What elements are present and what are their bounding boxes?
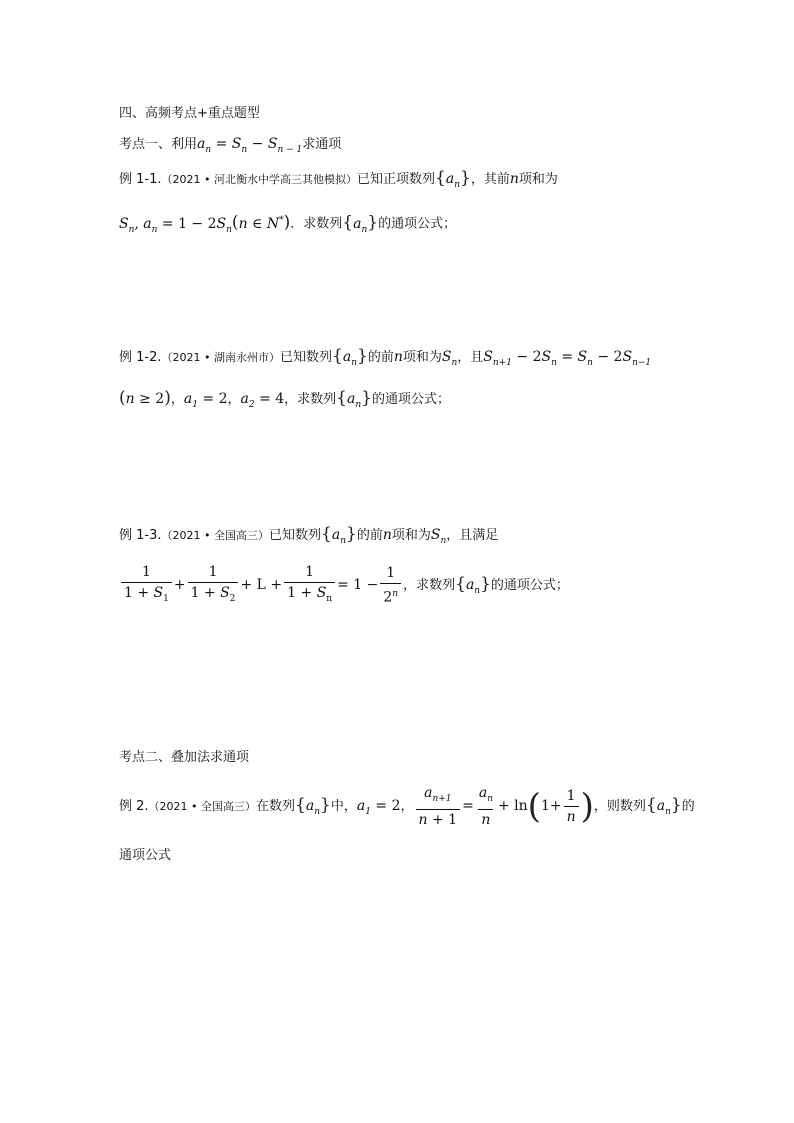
example-source: （2021 • 湖南永州市）	[161, 351, 280, 364]
example-2-line1: 例 2.（2021 • 全国高三）在数列$\{a_n\}$中，$a_1 = 2$， $\frac{a_{n+1}}{n + 1}$ = $\frac{a_n}{n}$ + ln(1+ $\frac{1}{n}$ )，则数列$\{a_n\}$的	[119, 785, 695, 828]
topic1-prefix: 考点一、利用	[119, 137, 198, 152]
example-1-3-line2: $\frac{1}{1 + S_1}$ + $\frac{1}{1 + S_2}$ + L + $\frac{1}{1 + S_n}$ = 1 − $\frac{1}{2^n}$ ，求数列$\{a_n\}$的通项公式；	[119, 564, 569, 611]
example-label: 例 1-2.	[119, 350, 162, 365]
example-1-1-line2: $S_n$, $a_n = 1 - 2S_n(n$ ∈ N*)．求数列$\{a_n\}$的通项公式；	[119, 212, 457, 235]
fraction: $\frac{a_n}{n}$	[478, 785, 493, 828]
fraction: $\frac{1}{1 + S_1}$	[121, 564, 172, 607]
topic1-heading	[119, 134, 341, 160]
topic2-heading: 考点二、叠加法求通项	[119, 750, 250, 765]
example-source: （2021 • 河北衡水中学高三其他模拟）	[161, 173, 357, 186]
example-source: （2021 • 全国高三）	[148, 800, 257, 813]
fraction: $\frac{1}{n}$	[564, 788, 579, 825]
example-1-2-line2: (n ≥ 2)，$a_1 = 2$，$a_2 = 4$，求数列$\{a_n\}$的通项公式；	[119, 388, 450, 410]
formula-sn-an: $S_n$, $a_n = 1 - 2S_n$	[119, 215, 232, 235]
example-1-2-line1: 例 1-2.（2021 • 湖南永州市）已知数列$\{a_n\}$的前n项和为$S_n$，且$S_{n+1} - 2S_n = S_n - 2S_{n-1}$	[119, 346, 652, 368]
topic1-suffix: 求通项	[302, 137, 342, 152]
fraction: $\frac{a_{n+1}}{n + 1}$	[416, 785, 461, 828]
fraction: $\frac{1}{2^n}$	[380, 565, 401, 606]
formula-recurrence: $S_{n+1} - 2S_n = S_n - 2S_{n-1}$	[483, 349, 652, 368]
example-label: 例 2.	[119, 799, 149, 814]
formula-an-sn: $a_n = S_n - S_{n - 1}$	[197, 136, 303, 155]
section-title: 四、高频考点+重点题型	[119, 106, 260, 121]
example-source: （2021 • 全国高三）	[161, 529, 269, 542]
example-1-1-line1: 例 1-1.（2021 • 河北衡水中学高三其他模拟）已知正项数列$\{a_n\}$，其前n项和为	[119, 168, 558, 190]
example-label: 例 1-1.	[119, 172, 162, 187]
fraction: $\frac{1}{1 + S_2}$	[188, 564, 239, 607]
example-2-line2: 通项公式	[119, 848, 172, 863]
example-1-3-line1: 例 1-3.（2021 • 全国高三）已知数列$\{a_n\}$的前n项和为$S_n$，且满足	[119, 524, 499, 546]
fraction: $\frac{1}{1 + S_n}$	[284, 564, 335, 607]
example-label: 例 1-3.	[119, 528, 162, 543]
